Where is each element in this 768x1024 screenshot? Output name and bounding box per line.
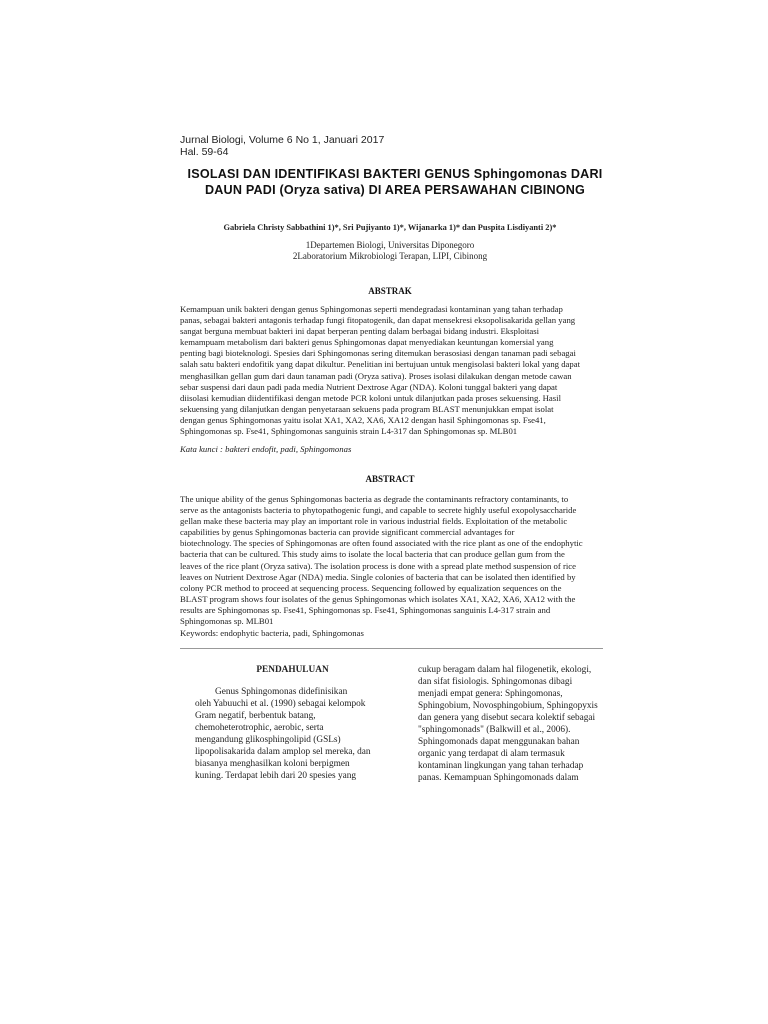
intro-line: kontaminan lingkungan yang tahan terhadap [418, 761, 584, 771]
intro-line: Gram negatif, berbentuk batang, [195, 711, 316, 721]
abstract-line: biotechnology. The species of Sphingomonas are often found associated with the rice plant as one of the endophytic [180, 538, 583, 549]
author-list: Gabriela Christy Sabbathini 1)*, Sri Pujiyanto 1)*, Wijanarka 1)* dan Puspita Lisdiyanti 2)* [223, 223, 557, 232]
abstract-line: bacteria that can be cultured. This study aims to isolate the local bacteria that can produce gellan gum from the [180, 549, 565, 560]
intro-line: organic yang terdapat di alam termasuk [418, 749, 565, 759]
abstract-line: The unique ability of the genus Sphingomonas bacteria as degrade the contaminants refractory contaminants, to [180, 494, 569, 504]
intro-line: panas. Kemampuan Sphingomonads dalam [418, 773, 579, 783]
abstrak-line: sebar suspensi dari daun padi pada media Nutrient Dextrose Agar (NDA). Koloni tunggal bakteri yang dapat [180, 381, 558, 392]
abstract-line: BLAST program shows four isolates of the genus Sphingomonas which isolates XA1, XA2, XA6, XA12 with the [180, 593, 576, 604]
intro-line: Sphingobium, Novosphingobium, Sphingopyxis [418, 701, 598, 711]
abstrak-line: salah satu bakteri endofitik yang dapat dikultur. Penelitian ini bertujuan untuk mengisolasi bakteri lokal yang dapat [180, 359, 581, 370]
abstrak-line: dengan genus Sphingomonas yaitu isolat XA1, XA2, XA6, XA12 dengan hasil Sphingomonas sp. Fse41, [180, 414, 546, 425]
abstract-line: capabilities by genus Sphingomonas bacteria can provide significant commercial advantages for [180, 527, 515, 538]
intro-line: biasanya menghasilkan koloni berpigmen [195, 759, 350, 769]
intro-line: dan sifat fisiologis. Sphingomonas dibagi [418, 677, 573, 687]
intro-line: lipopolisakarida dalam amplop sel mereka, dan [195, 747, 371, 757]
paper-title [180, 166, 610, 198]
pendahuluan-heading: PENDAHULUAN [256, 665, 329, 675]
title-line-1: ISOLASI DAN IDENTIFIKASI BAKTERI GENUS Sphingomonas DARI [187, 167, 603, 181]
intro-line: oleh Yabuuchi et al. (1990) sebagai kelompok [195, 699, 366, 709]
title-line-2: DAUN PADI (Oryza sativa) DI AREA PERSAWAHAN CIBINONG [204, 183, 586, 197]
abstrak-line: panas, sebagai bakteri antagonis terhadap fungi fitopatogenik, dan dapat mensekresi eksopolisakarida gellan yang [180, 315, 576, 326]
abstrak-heading: ABSTRAK [368, 286, 412, 296]
abstract-heading: ABSTRACT [365, 474, 415, 484]
intro-line: dan genera yang disebut secara kolektif sebagai [418, 713, 596, 723]
abstrak-line: kemampuam metabolism dari bakteri genus Sphingomonas dapat menyediakan keuntungan komersial yang [180, 337, 554, 348]
journal-pages: Hal. 59-64 [180, 146, 229, 158]
abstrak-line: diisolasi kemudian diidentifikasi dengan metode PCR koloni untuk dilanjutkan pada proses sekuensing. Hasil [180, 392, 561, 403]
affiliation-2: 2Laboratorium Mikrobiologi Terapan, LIPI, Cibinong [292, 251, 488, 261]
kata-kunci: Kata kunci : bakteri endofit, padi, Sphingomonas [180, 444, 352, 454]
intro-line: "sphingomonads" (Balkwill et al., 2006). [418, 725, 571, 735]
abstract-line: leaves of the rice plant (Oryza sativa). The isolation process is done with a spread plate method suspension of rice [180, 560, 576, 571]
affiliation-1: 1Departemen Biologi, Universitas Diponegoro [305, 240, 475, 250]
abstrak-line: sangat berguna membuat bakteri ini dapat berperan penting dalam berbagai bidang industri. Eksploitasi [180, 326, 540, 337]
intro-line: menjadi empat genera: Sphingomonas, [418, 689, 563, 699]
intro-line: cukup beragam dalam hal filogenetik, ekologi, [418, 665, 592, 675]
abstrak-body [180, 304, 603, 437]
intro-line: kuning. Terdapat lebih dari 20 spesies yang [195, 771, 357, 781]
abstract-line: serve as the antagonists bacteria to phytopathogenic fungi, and capable to secrete highly useful exopolysaccharide [180, 505, 577, 516]
abstract-line: leaves on Nutrient Dextrose Agar (NDA) media. Single colonies of bacteria that can be isolated then identified by [180, 571, 576, 582]
abstrak-line: Sphingomonas sp. Fse41, Sphingomonas sanguinis strain L4-317 dan Sphingomonas sp. MLB01 [180, 426, 518, 437]
intro-line: mengandung glikosphingolipid (GSLs) [195, 735, 341, 745]
abstrak-line: Kemampuan unik bakteri dengan genus Sphingomonas seperti mendegradasi kontaminan yang tahan terhadap [180, 304, 563, 314]
abstract-body [180, 494, 603, 627]
intro-right-column [418, 664, 613, 784]
intro-line: Genus Sphingomonas didefinisikan [215, 687, 348, 697]
abstrak-line: sekuensing yang dilanjutkan dengan penyetaraan sekuens pada program BLAST menunjukkan empat isolat [180, 403, 554, 414]
affiliations [180, 240, 600, 262]
abstract-line: results are Sphingomonas sp. Fse41, Sphingomonas sp. Fse41, Sphingomonas sanguinis L4-317 strain and [180, 604, 551, 615]
section-divider [180, 648, 603, 649]
abstract-line: Sphingomonas sp. MLB01 [180, 616, 274, 627]
journal-volume: Jurnal Biologi, Volume 6 No 1, Januari 2017 [180, 134, 385, 146]
abstrak-line: menghasilkan gellan gum dari daun tanaman padi (Oryza sativa). Proses isolasi dilakukan dengan metode cawan [180, 370, 572, 381]
abstract-line: gellan make these bacteria may play an important role in various industrial fields. Exploitation of the metabolic [180, 516, 568, 527]
abstract-line: colony PCR method to proceed at sequencing process. Sequencing followed by equalization sequences on the [180, 582, 562, 593]
keywords: Keywords: endophytic bacteria, padi, Sphingomonas [180, 628, 364, 638]
intro-line: Sphingomonads dapat menggunakan bahan [418, 737, 580, 747]
journal-header [180, 134, 384, 158]
intro-left-column [195, 664, 390, 782]
abstrak-line: penting bagi bioteknologi. Spesies dari Sphingomonas sering ditemukan berasosiasi dengan tanaman padi sebagai [180, 348, 576, 359]
intro-line: chemoheterotrophic, aerobic, serta [195, 723, 324, 733]
